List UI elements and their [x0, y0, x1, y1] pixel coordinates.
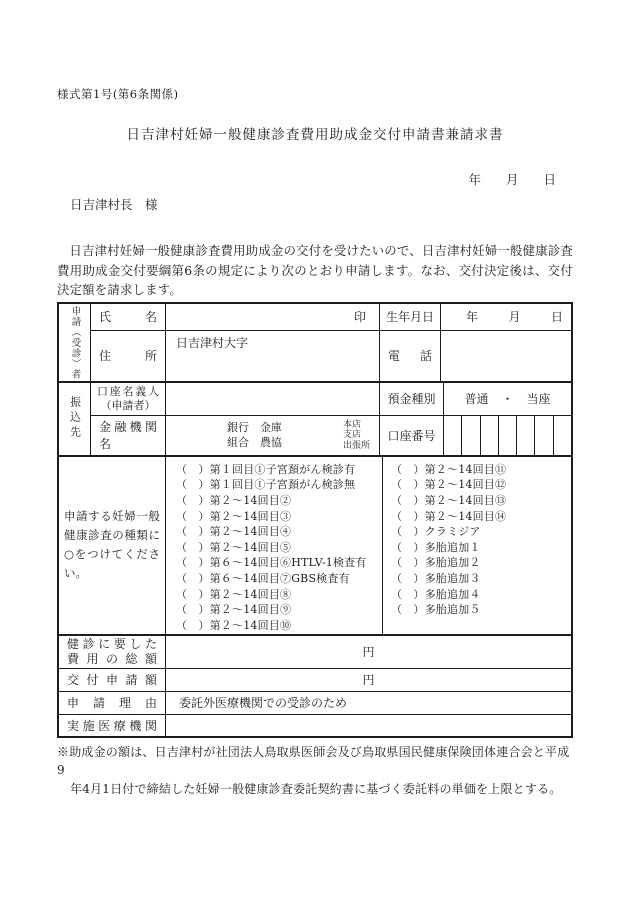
checklist-option: （ ）第２～14回目④: [176, 525, 292, 539]
account-number-label: 口座番号: [387, 428, 436, 443]
birthdate-label: 生年月日: [385, 310, 434, 325]
checklist-left-column: [165, 457, 382, 634]
account-holder-label-line1: 口座名義人: [97, 384, 159, 398]
birthdate-input-cell: [440, 304, 571, 330]
transfer-group-label: 振込先: [68, 396, 82, 442]
account-digit-box: [444, 416, 461, 455]
institution-type-line1: 銀行 金庫: [227, 421, 282, 435]
address-label-cell: [90, 330, 165, 381]
account-digit-box: [498, 416, 516, 455]
name-input-cell: [165, 304, 379, 330]
checklist-instruction: 申請する妊婦一般健康診査の種類に○をつけてください。: [64, 509, 160, 581]
deposit-type-label-cell: [379, 383, 443, 415]
reason-value: 委託外医療機関での受診のため: [179, 696, 348, 711]
account-holder-input-cell: [165, 383, 379, 415]
checklist-option: （ ）多胎追加２: [391, 556, 481, 570]
institution-label: 金融機関名: [99, 420, 157, 452]
date-line: [57, 170, 573, 188]
amounts-section: [59, 634, 571, 736]
reason-value-cell: [165, 691, 571, 714]
total-cost-unit: 円: [362, 645, 375, 660]
birthdate-month-label: 月: [508, 310, 521, 325]
account-digit-box: [516, 416, 534, 455]
address-label: 住所: [99, 349, 157, 364]
applicant-section: [59, 304, 571, 381]
institution-type-options: [166, 420, 343, 450]
birthdate-year-label: 年: [466, 310, 479, 325]
checklist-option: （ ）第２～14回目⑧: [176, 587, 292, 601]
addressee: 日吉津村長 様: [70, 197, 158, 212]
checklist-option: （ ）第２～14回目②: [176, 493, 292, 507]
checklist-right-column: [382, 457, 571, 634]
total-cost-label-cell: [59, 636, 165, 668]
account-holder-label-cell: [90, 383, 165, 415]
checklist-option: （ ）多胎追加５: [391, 603, 481, 617]
facility-label-cell: [59, 714, 165, 736]
account-number-boxes: [443, 415, 571, 455]
grant-amount-input-cell: [165, 668, 571, 691]
total-cost-input-cell: [165, 636, 571, 668]
account-digit-box: [461, 416, 479, 455]
branch-option-shiten: 支店: [343, 430, 362, 441]
application-statement: 日吉津村妊婦一般健康診査費用助成金の交付を受けたいので、日吉津村妊婦一般健康診査費用助成金交付要綱第6条の規定により次のとおり申請します。なお、交付決定後は、交付決定額を請求します。: [57, 243, 573, 298]
phone-label: 電話: [388, 349, 432, 364]
transfer-group-cell: [59, 383, 90, 455]
checklist-option: （ ）第２～14回目⑤: [176, 540, 292, 554]
total-cost-label-line2: 費用の総額: [67, 651, 157, 666]
phone-input-cell: [440, 330, 571, 381]
deposit-type-options-cell: [443, 383, 571, 415]
checklist-option: （ ）第１回目①子宮頚がん検診無: [176, 478, 356, 492]
account-holder-label-line2: （申請者）: [100, 398, 156, 412]
checklist-option: （ ）第２～14回目⑩: [176, 618, 292, 632]
date-day-label: 日: [543, 172, 556, 187]
footnote-line1: ※助成金の額は、日吉津村が社団法人鳥取県医師会及び鳥取県国民健康保険団体連合会と平成9: [57, 744, 570, 778]
name-label: 氏名: [99, 310, 157, 325]
footnote-line2: 年4月1日付で締結した妊婦一般健康診査委託契約書に基づく委託料の単価を上限とする。: [70, 781, 562, 796]
checklist-option: （ ）第６～14回目⑦GBS検査有: [176, 571, 350, 585]
seal-mark: 印: [353, 310, 366, 325]
form-number: 様式第1号(第6条関係): [57, 87, 179, 101]
birthdate-day-label: 日: [550, 310, 563, 325]
footnote: [57, 743, 573, 799]
applicant-group-label: 申請（受診）者: [69, 305, 81, 380]
name-label-cell: [90, 304, 165, 330]
checklist-option: （ ）第２～14回目⑭: [391, 509, 507, 523]
grant-amount-unit: 円: [362, 673, 375, 688]
account-digit-box: [534, 416, 552, 455]
total-cost-label-line1: 健診に要した: [67, 636, 157, 651]
branch-option-shucchojo: 出張所: [343, 440, 371, 451]
document-title: 日吉津村妊婦一般健康診査費用助成金交付申請書兼請求書: [126, 127, 504, 143]
institution-type-line2: 組合 農協: [227, 436, 282, 450]
institution-label-cell: [90, 415, 165, 455]
date-year-label: 年: [468, 172, 481, 187]
checklist-option: （ ）クラミジア: [391, 525, 481, 539]
checklist-option: （ ）第２～14回目⑪: [391, 462, 507, 476]
checklist-section: [59, 455, 571, 634]
address-value: 日吉津村大字: [176, 335, 249, 350]
applicant-group-cell: [59, 304, 90, 381]
checklist-option: （ ）多胎追加３: [391, 571, 481, 585]
account-digit-box: [480, 416, 498, 455]
date-month-label: 月: [505, 172, 519, 187]
reason-label-cell: [59, 691, 165, 714]
deposit-option-ordinary: 普通: [464, 392, 489, 407]
branch-type-options: [343, 420, 379, 452]
facility-input-cell: [165, 714, 571, 736]
branch-option-honten: 本店: [343, 419, 362, 430]
address-input-cell: [165, 330, 379, 381]
checklist-option: （ ）第２～14回目⑬: [391, 493, 507, 507]
checklist-instruction-cell: [59, 457, 165, 634]
checklist-option: （ ）多胎追加４: [391, 587, 481, 601]
account-digit-box: [553, 416, 571, 455]
checklist-option: （ ）第２～14回目⑫: [391, 478, 507, 492]
transfer-section: [59, 381, 571, 455]
checklist-option: （ ）第１回目①子宮頚がん検診有: [176, 462, 356, 476]
checklist-option: （ ）第２～14回目⑨: [176, 603, 292, 617]
checklist-option: （ ）多胎追加１: [391, 540, 481, 554]
birthdate-label-cell: [379, 304, 440, 330]
deposit-type-label: 預金種別: [387, 392, 436, 407]
checklist-option: （ ）第２～14回目③: [176, 509, 292, 523]
deposit-option-current: 当座: [526, 392, 551, 407]
phone-label-cell: [379, 330, 440, 381]
grant-amount-label-cell: [59, 668, 165, 691]
reason-label: 申請理由: [67, 696, 157, 711]
facility-label: 実施医療機関: [67, 718, 157, 733]
application-form-table: [57, 302, 573, 738]
deposit-option-separator: ・: [501, 392, 514, 407]
checklist-option: （ ）第６～14回目⑥HTLV-1検査有: [176, 556, 367, 570]
institution-input-cell: [165, 415, 379, 455]
grant-amount-label: 交付申請額: [67, 673, 157, 688]
account-number-label-cell: [379, 415, 443, 455]
